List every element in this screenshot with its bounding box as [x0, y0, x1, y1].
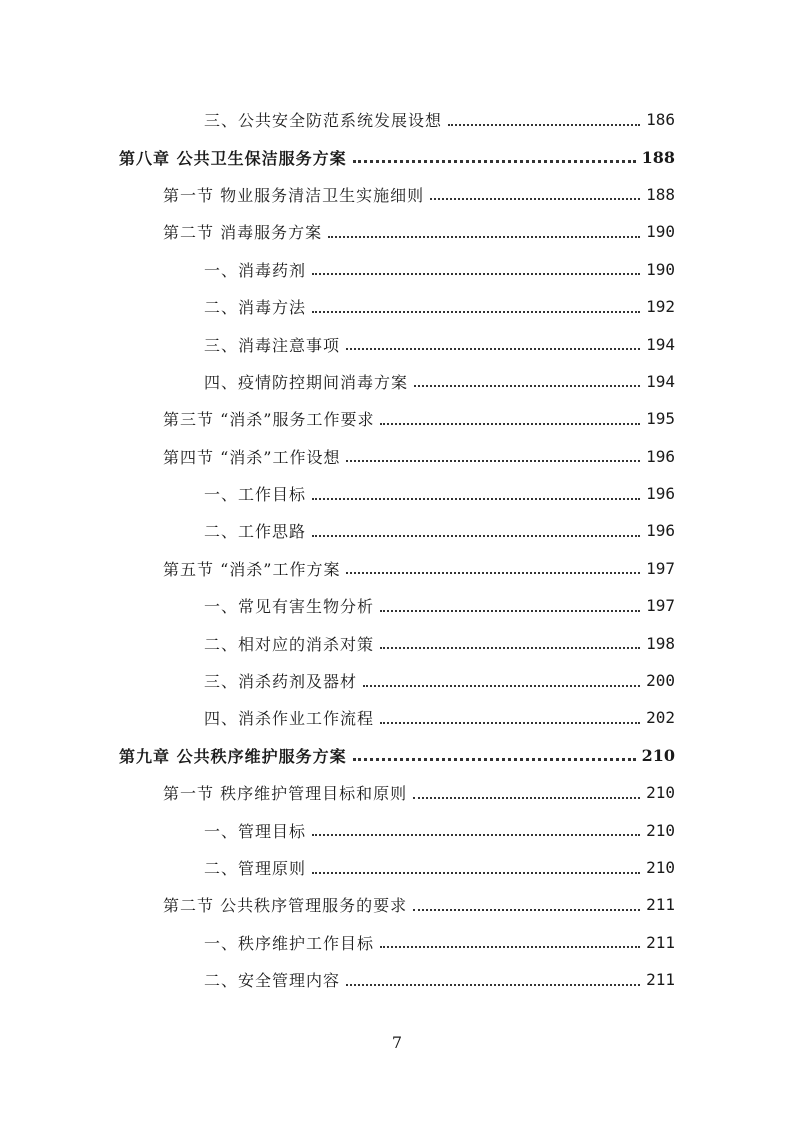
toc-entry-title: 第九章 公共秩序维护服务方案 — [119, 746, 347, 766]
toc-entry-title: 第五节 “消杀”工作方案 — [163, 559, 341, 579]
dot-leader — [380, 410, 640, 428]
toc-entry[interactable] — [0, 811, 794, 848]
toc-entry-title: 第二节 消毒服务方案 — [163, 223, 323, 243]
toc-entry-title: 一、管理目标 — [204, 821, 307, 841]
dot-leader — [312, 821, 640, 839]
dot-leader — [430, 185, 640, 203]
dot-leader — [312, 298, 640, 316]
toc-entry[interactable] — [0, 550, 794, 587]
toc-entry-title: 第八章 公共卫生保洁服务方案 — [119, 148, 347, 168]
dot-leader — [312, 859, 640, 877]
toc-entry[interactable] — [0, 924, 794, 961]
toc-entry[interactable] — [0, 363, 794, 400]
toc-entry-page: 210 — [646, 820, 675, 840]
toc-entry-page: 195 — [646, 409, 675, 429]
toc-entry-title: 二、工作思路 — [204, 522, 307, 542]
toc-entry-title: 第二节 公共秩序管理服务的要求 — [163, 896, 408, 916]
toc-entry-title: 第一节 秩序维护管理目标和原则 — [163, 784, 408, 804]
dot-leader — [380, 709, 640, 727]
toc-entry-title: 三、消杀药剂及器材 — [204, 672, 358, 692]
toc-entry-page: 211 — [646, 895, 675, 915]
toc-entry-page: 202 — [646, 708, 675, 728]
toc-entry-page: 210 — [646, 783, 675, 803]
toc-entry-title: 第一节 物业服务清洁卫生实施细则 — [163, 185, 425, 205]
toc-entry-page: 190 — [646, 222, 675, 242]
toc-entry-page: 190 — [646, 259, 675, 279]
toc-entry-page: 188 — [646, 184, 675, 204]
dot-leader — [312, 485, 640, 503]
toc-entry[interactable] — [0, 251, 794, 288]
toc-entry[interactable] — [0, 475, 794, 512]
toc-entry-title: 二、安全管理内容 — [204, 971, 341, 991]
toc-entry-page: 192 — [646, 297, 675, 317]
toc-entry-title: 二、相对应的消杀对策 — [204, 634, 375, 654]
toc-entry-page: 196 — [646, 484, 675, 504]
toc-entry[interactable] — [0, 101, 794, 138]
toc-entry-page: 194 — [646, 371, 675, 391]
toc-entry-title: 四、消杀作业工作流程 — [204, 709, 375, 729]
dot-leader — [346, 559, 640, 577]
toc-entry-page: 197 — [646, 596, 675, 616]
dot-leader — [414, 372, 640, 390]
toc-entry-title: 三、公共安全防范系统发展设想 — [204, 111, 443, 131]
toc-entry[interactable] — [0, 699, 794, 736]
toc-entry[interactable] — [0, 662, 794, 699]
toc-entry-page: 194 — [646, 334, 675, 354]
toc-entry[interactable] — [0, 438, 794, 475]
dot-leader — [380, 597, 640, 615]
toc-entry-page: 196 — [646, 446, 675, 466]
toc-entry-title: 一、消毒药剂 — [204, 260, 307, 280]
dot-leader — [312, 522, 640, 540]
toc-entry[interactable] — [0, 587, 794, 624]
toc-entry[interactable] — [0, 325, 794, 362]
toc-entry-page: 211 — [646, 970, 675, 990]
toc-entry[interactable] — [0, 176, 794, 213]
toc-entry-title: 四、疫情防控期间消毒方案 — [204, 372, 409, 392]
toc-entry[interactable] — [0, 138, 794, 175]
toc-entry[interactable] — [0, 886, 794, 923]
dot-leader — [328, 223, 640, 241]
dot-leader — [380, 933, 640, 951]
dot-leader — [353, 148, 636, 166]
toc-entry-page: 196 — [646, 521, 675, 541]
toc-entry[interactable] — [0, 288, 794, 325]
toc-entry-page: 210 — [646, 858, 675, 877]
toc-entry-title: 第四节 “消杀”工作设想 — [163, 447, 341, 467]
dot-leader — [413, 896, 640, 914]
toc-entry-page: 186 — [646, 110, 675, 130]
dot-leader — [346, 447, 640, 465]
toc-entry-title: 二、管理原则 — [204, 859, 307, 878]
page-number: 7 — [391, 1033, 403, 1052]
toc-entry[interactable] — [0, 774, 794, 811]
toc-entry-title: 一、工作目标 — [204, 485, 307, 505]
toc-entry-page: 197 — [646, 558, 675, 578]
dot-leader — [413, 784, 640, 802]
toc-entry-page: 210 — [641, 745, 675, 765]
toc-entry-page: 188 — [641, 147, 675, 167]
toc-entry-page: 200 — [646, 671, 675, 691]
dot-leader — [346, 971, 640, 989]
table-of-contents — [0, 101, 794, 998]
toc-entry[interactable] — [0, 624, 794, 661]
dot-leader — [380, 634, 640, 652]
toc-entry-title: 二、消毒方法 — [204, 298, 307, 318]
dot-leader — [353, 746, 636, 764]
toc-entry[interactable] — [0, 213, 794, 250]
dot-leader — [312, 260, 640, 278]
toc-entry-page: 211 — [646, 932, 675, 952]
toc-entry[interactable] — [0, 400, 794, 437]
toc-entry-title: 三、消毒注意事项 — [204, 335, 341, 355]
toc-entry-title: 一、常见有害生物分析 — [204, 597, 375, 617]
dot-leader — [363, 672, 640, 690]
toc-entry[interactable] — [0, 512, 794, 549]
toc-entry[interactable] — [0, 849, 794, 886]
toc-entry[interactable] — [0, 737, 794, 774]
toc-entry-title: 一、秩序维护工作目标 — [204, 933, 375, 953]
toc-entry-page: 198 — [646, 633, 675, 653]
dot-leader — [448, 111, 640, 129]
toc-entry[interactable] — [0, 961, 794, 998]
dot-leader — [346, 335, 640, 353]
toc-entry-title: 第三节 “消杀”服务工作要求 — [163, 410, 375, 430]
